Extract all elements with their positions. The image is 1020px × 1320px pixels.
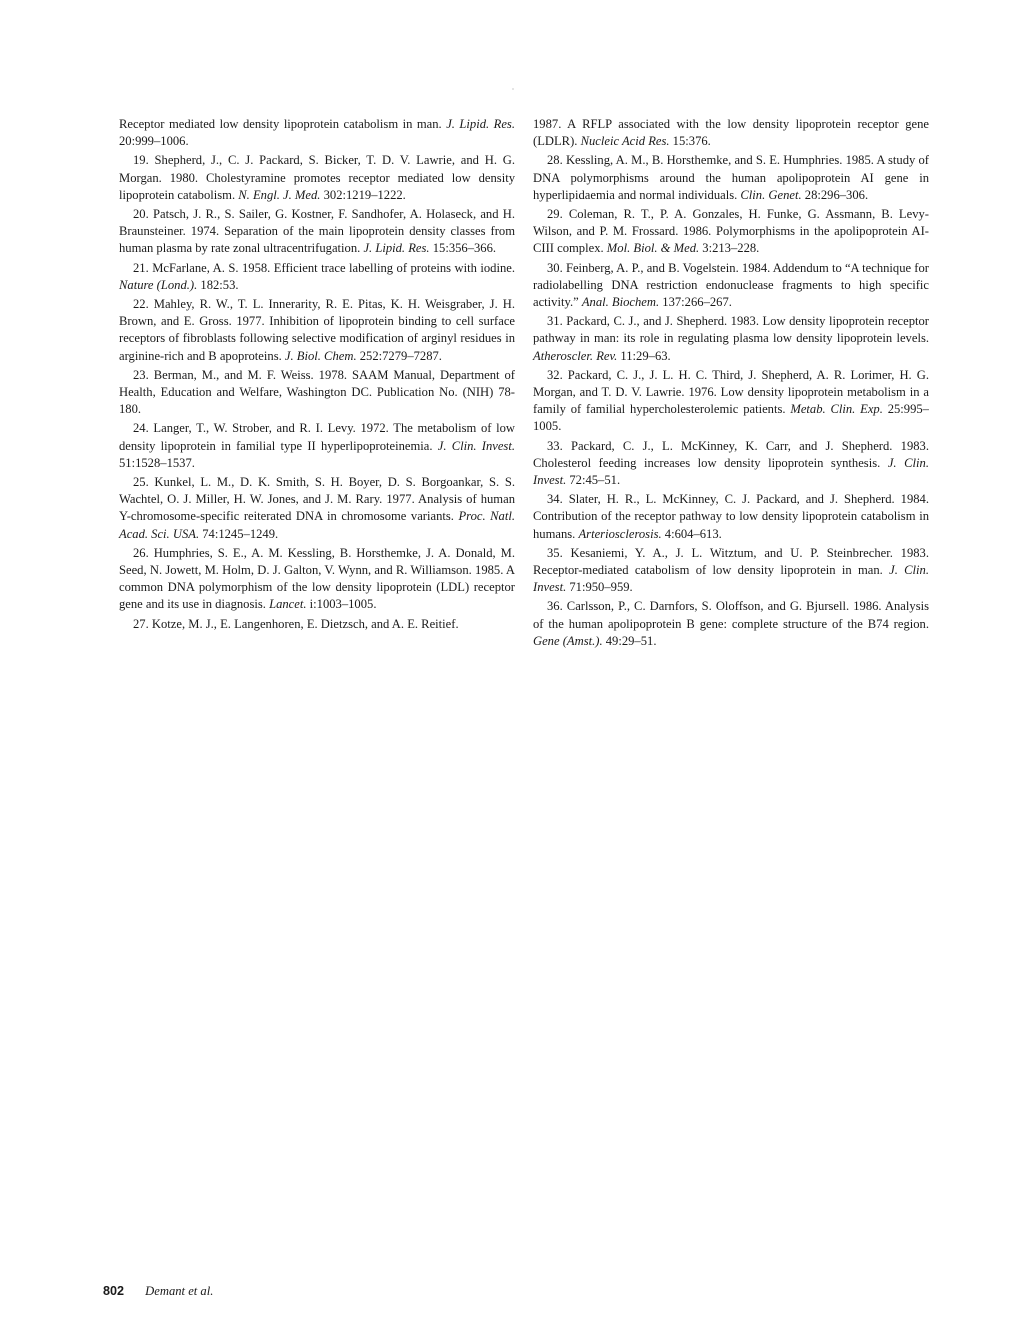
reference-citation: 3:213–228.	[699, 241, 760, 256]
reference-entry	[533, 438, 929, 490]
reference-entry	[119, 545, 515, 614]
reference-citation: 25:995–1005.	[533, 402, 929, 434]
reference-journal: Proc. Natl. Acad. Sci. USA.	[119, 509, 516, 541]
references-right-column	[533, 116, 929, 652]
reference-citation: i:1003–1005.	[306, 597, 377, 612]
reference-entry	[119, 367, 515, 419]
reference-text: 34. Slater, H. R., L. McKinney, C. J. Packard, and J. Shepherd. 1984. Contribution of the receptor pathway to low density lipoprotein catabolism in humans.	[533, 492, 929, 541]
reference-entry	[533, 545, 929, 597]
reference-citation: 252:7279–7287.	[356, 348, 442, 363]
reference-entry	[119, 296, 515, 365]
running-authors: Demant et al.	[145, 1284, 214, 1298]
reference-citation: 182:53.	[197, 277, 239, 292]
reference-citation: 71:950–959.	[566, 580, 633, 595]
reference-citation: 28:296–306.	[801, 187, 869, 202]
references-left-column	[119, 116, 515, 635]
reference-text: 21. McFarlane, A. S. 1958. Efficient trace labelling of proteins with iodine.	[133, 260, 515, 275]
reference-entry	[119, 616, 515, 633]
reference-journal: Metab. Clin. Exp.	[790, 402, 883, 417]
reference-text: Receptor mediated low density lipoprotein catabolism in man.	[119, 117, 447, 131]
reference-entry	[533, 313, 929, 365]
page-footer	[103, 1284, 213, 1299]
reference-text: 26. Humphries, S. E., A. M. Kessling, B. Horsthemke, J. A. Donald, M. Seed, N. Jowett, M. Holm, D. J. Galton, V. Wynn, and R. Williamson. 1985. A common DNA polymorphism of the low density lipoprotein (LDL) receptor gene and its use in diagnosis.	[119, 545, 515, 612]
reference-text: 1987. A RFLP associated with the low density lipoprotein receptor gene (LDLR).	[533, 117, 929, 149]
reference-text: 28. Kessling, A. M., B. Horsthemke, and S. E. Humphries. 1985. A study of DNA polymorphisms around the human apolipoprotein AI gene in hyperlipidaemia and normal individuals.	[533, 153, 929, 202]
reference-entry	[533, 598, 929, 650]
reference-journal: Anal. Biochem.	[581, 295, 660, 310]
reference-citation: 74:1245–1249.	[199, 526, 279, 541]
reference-citation: 49:29–51.	[602, 633, 657, 648]
reference-entry	[119, 152, 515, 204]
reference-journal: J. Clin. Invest.	[533, 455, 929, 488]
reference-text: 29. Coleman, R. T., P. A. Gonzales, H. Funke, G. Assmann, B. Levy-Wilson, and P. M. Frossard. 1986. Polymorphisms in the apolipoprotein AI-CIII complex.	[533, 207, 929, 256]
reference-entry	[119, 474, 515, 543]
reference-entry	[119, 206, 515, 258]
reference-text: 35. Kesaniemi, Y. A., J. L. Witztum, and U. P. Steinbrecher. 1983. Receptor-mediated catabolism of low density lipoprotein in man.	[533, 545, 929, 578]
reference-journal: J. Lipid. Res.	[363, 241, 430, 256]
reference-journal: Mol. Biol. & Med.	[606, 241, 700, 256]
reference-journal: J. Lipid. Res.	[446, 117, 515, 131]
reference-text: 24. Langer, T., W. Strober, and R. I. Levy. 1972. The metabolism of low density lipoprotein in familial type II hyperlipoproteinemia.	[119, 421, 515, 453]
page-number: 802	[103, 1284, 125, 1298]
reference-journal: Clin. Genet.	[740, 187, 802, 202]
reference-journal: J. Clin. Invest.	[533, 563, 930, 595]
reference-entry	[119, 420, 515, 472]
reference-text: 36. Carlsson, P., C. Darnfors, S. Oloffson, and G. Bjursell. 1986. Analysis of the human apolipoprotein B gene: complete structure of the B74 region.	[533, 599, 929, 631]
reference-citation: 137:266–267.	[659, 295, 732, 310]
reference-citation: 20:999–1006.	[119, 134, 189, 149]
reference-citation: 4:604–613.	[661, 526, 722, 541]
reference-text: 23. Berman, M., and M. F. Weiss. 1978. SAAM Manual, Department of Health, Education and Welfare, Washington DC. Publication No. (NIH) 78-180.	[119, 367, 515, 417]
reference-entry	[533, 152, 929, 204]
reference-journal: Nucleic Acid Res.	[580, 134, 670, 149]
reference-entry	[533, 491, 929, 543]
reference-entry	[119, 260, 515, 294]
reference-text: 19. Shepherd, J., C. J. Packard, S. Bicker, T. D. V. Lawrie, and H. G. Morgan. 1980. Cholestyramine promotes receptor mediated low density lipoprotein catabolism.	[119, 153, 515, 202]
reference-citation: 15:376.	[669, 134, 711, 149]
reference-journal: Atheroscler. Rev.	[533, 348, 618, 363]
reference-entry	[533, 260, 929, 312]
reference-journal: Arteriosclerosis.	[578, 526, 662, 541]
reference-journal: J. Biol. Chem.	[284, 348, 357, 363]
reference-journal: Nature (Lond.).	[119, 277, 198, 292]
reference-citation: 51:1528–1537.	[119, 455, 195, 470]
reference-entry	[533, 116, 929, 150]
reference-text: 20. Patsch, J. R., S. Sailer, G. Kostner, F. Sandhofer, A. Holaseck, and H. Braunsteiner. 1974. Separation of the main lipoprotein density classes from human plasma by rate zonal ultracentrifugation.	[119, 207, 515, 256]
reference-entry	[533, 367, 929, 436]
reference-text: 27. Kotze, M. J., E. Langenhoren, E. Dietzsch, and A. E. Reitief.	[133, 616, 459, 631]
reference-journal: Gene (Amst.).	[533, 633, 603, 648]
reference-text: 25. Kunkel, L. M., D. K. Smith, S. H. Boyer, D. S. Borgoankar, S. S. Wachtel, O. J. Miller, H. W. Jones, and J. M. Rary. 1977. Analysis of human Y-chromosome-specific reiterated DNA in chromosome variants.	[119, 475, 515, 524]
reference-text: 22. Mahley, R. W., T. L. Innerarity, R. E. Pitas, K. H. Weisgraber, J. H. Brown, and E. Gross. 1977. Inhibition of lipoprotein binding to cell surface receptors of fibroblasts following selective modification of arginyl residues in arginine-rich and B apoproteins.	[119, 297, 515, 363]
reference-entry	[533, 206, 929, 258]
reference-text: 32. Packard, C. J., J. L. H. C. Third, J. Shepherd, A. R. Lorimer, H. G. Morgan, and T. D. V. Lawrie. 1976. Low density lipoprotein metabolism in a family of familial hypercholesterolemic patients.	[533, 367, 929, 417]
reference-journal: J. Clin. Invest.	[437, 438, 515, 453]
reference-journal: N. Engl. J. Med.	[238, 187, 321, 202]
reference-text: 30. Feinberg, A. P., and B. Vogelstein. 1984. Addendum to “A technique for radiolabelling DNA restriction endonuclease fragments to high specific activity.”	[533, 260, 929, 310]
reference-citation: 15:356–366.	[429, 241, 497, 256]
reference-citation: 72:45–51.	[566, 473, 621, 488]
reference-text: 31. Packard, C. J., and J. Shepherd. 1983. Low density lipoprotein receptor pathway in man: its role in regulating plasma low density lipoprotein levels.	[533, 314, 929, 346]
reference-entry	[119, 116, 515, 150]
reference-text: 33. Packard, C. J., L. McKinney, K. Carr, and J. Shepherd. 1983. Cholesterol feeding increases low density lipoprotein synthesis.	[533, 438, 929, 470]
reference-citation: 11:29–63.	[617, 348, 671, 363]
reference-journal: Lancet.	[269, 597, 307, 612]
scan-speck	[512, 88, 514, 90]
reference-citation: 302:1219–1222.	[320, 187, 406, 202]
